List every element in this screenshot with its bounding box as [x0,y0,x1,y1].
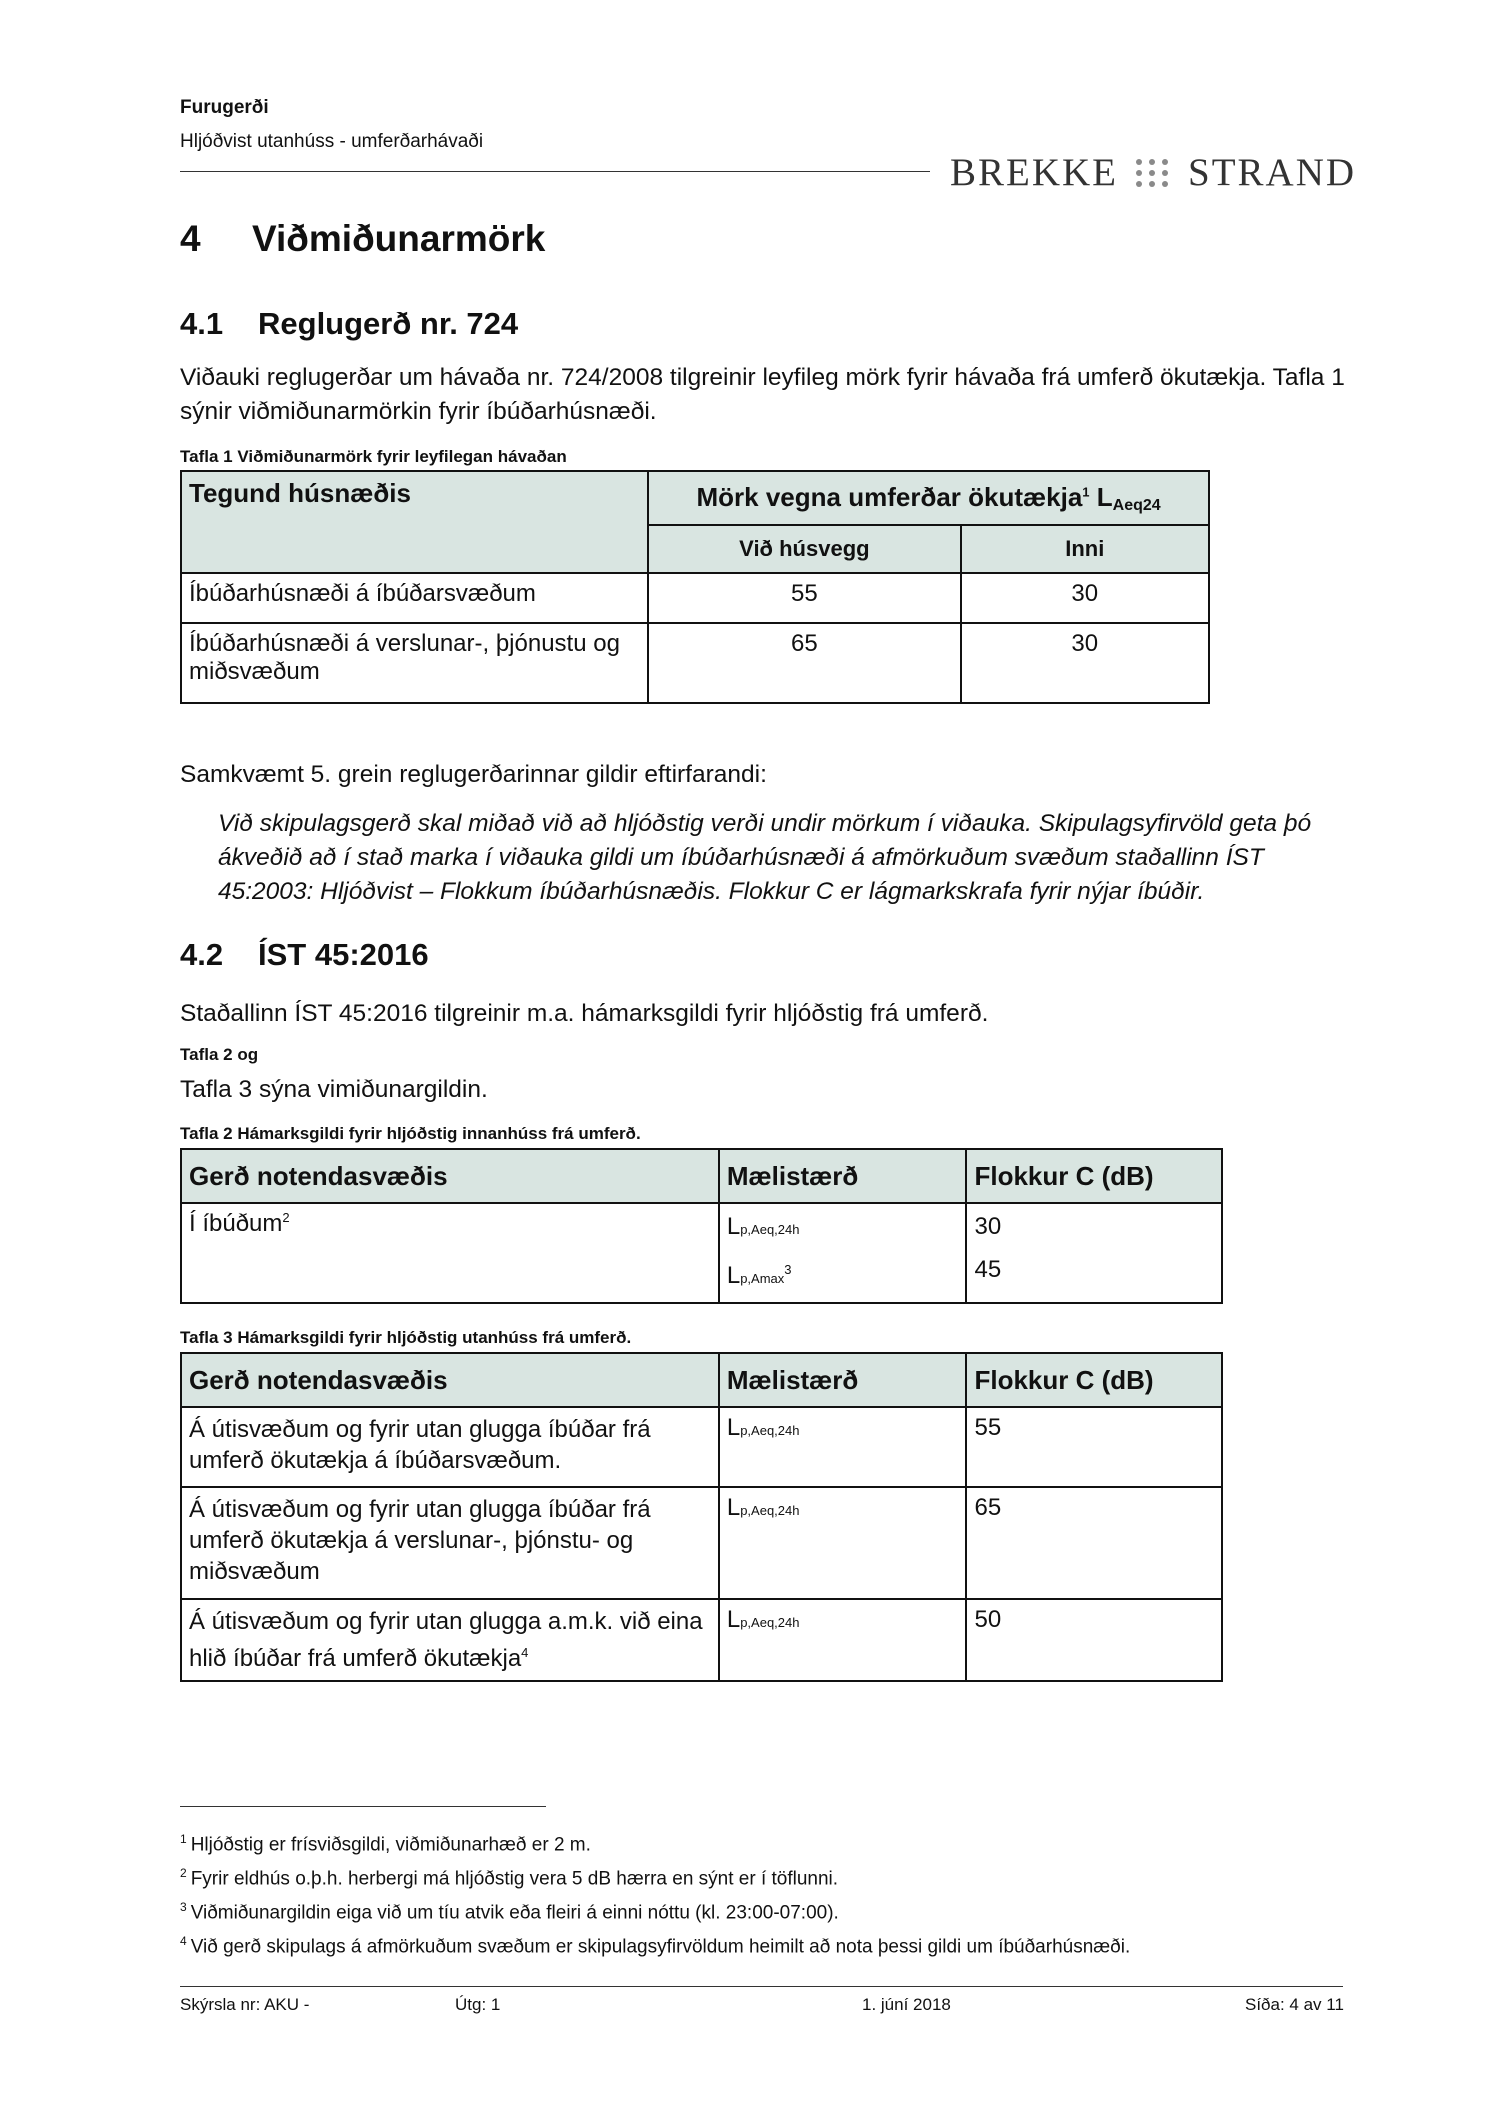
table-1-header-wall: Við húsvegg [648,525,960,573]
table-3-header-area: Gerð notendasvæðis [181,1353,719,1407]
footnote-text: Við gerð skipulags á afmörkuðum svæðum er skipulagsyfirvöldum heimilt að nota þessi gildi um íbúðarhúsnæði. [190,1936,1131,1958]
footnote-text: Hljóðstig er frísviðsgildi, viðmiðunarhæð er 2 m. [190,1834,591,1856]
footnote-2 [180,1866,838,1890]
table-1-cell-inside: 30 [961,623,1209,703]
table-3-caption: Tafla 3 Hámarksgildi fyrir hljóðstig utanhúss frá umferð. [180,1328,632,1347]
footer-edition: Útg: 1 [455,1995,501,2014]
table-1-header-limit-text: Mörk vegna umferðar ökutækja [696,481,1083,512]
section-4-1-paragraph: Viðauki reglugerðar um hávaða nr. 724/2008 tilgreinir leyfileg mörk fyrir hávaða frá umferð ökutækja. Tafla 1 sýnir viðmiðunarmörkin fyrir íbúðarhúsnæði. [180,364,1345,425]
table-3-cell-area [181,1599,719,1681]
footnote-number: 3 [180,1900,187,1914]
table-2-header-area: Gerð notendasvæðis [181,1149,719,1203]
table-row [181,1599,1222,1681]
table-1-header-limit-symbol: L [1096,481,1113,512]
footnote-rule [180,1806,546,1807]
table-1-header-limit-footnote: 1 [1082,483,1090,499]
table-3-measure-symbol: L [726,1494,741,1521]
section-4-2-paragraph-2: Tafla 3 sýna vimiðunargildin. [180,1076,488,1103]
table-row [181,1487,1222,1599]
section-4-1-heading [180,306,518,342]
table-2-measure-1-subscript: p,Aeq,24h [740,1222,800,1237]
table-1-header-type: Tegund húsnæðis [181,471,648,573]
table-3-area-footnote: 4 [521,1645,529,1660]
header-rule [180,171,930,172]
table-3-cell-class: 55 [966,1407,1222,1487]
table-row [181,623,1209,703]
section-4-heading [180,218,545,260]
table-2 [180,1148,1223,1304]
section-4-2-number: 4.2 [180,937,224,972]
table-2-cell-area [181,1203,719,1303]
table-3-area-text: Á útisvæðum og fyrir utan glugga a.m.k. við eina hlið íbúðar frá umferð ökutækja [189,1608,703,1672]
table-3-header-measure: Mælistærð [719,1353,967,1407]
table-2-measure-2-symbol: L [726,1262,741,1289]
regulation-quote: Við skipulagsgerð skal miðað við að hljóðstig verði undir mörkum í viðauka. Skipulagsyfirvöld geta þó ákveðið að í stað marka í viðauka gildi um íbúðarhúsnæði á afmörkuðum svæðum staðallinn ÍST 45:2003: Hljóðvist – Flokkum íbúðarhúsnæðis. Flokkur C er lágmarkskrafa fyrir nýjar íbúðir. [218,810,1312,905]
table-3-cell-measure [719,1407,967,1487]
footnote-number: 2 [180,1866,187,1880]
table-3-measure-subscript: p,Aeq,24h [740,1423,800,1438]
table-2-area-footnote: 2 [282,1210,290,1225]
section-4-number: 4 [180,218,201,259]
table-2-area-text: Í íbúðum [189,1210,283,1237]
table-2-caption: Tafla 2 Hámarksgildi fyrir hljóðstig innanhúss frá umferð. [180,1124,641,1143]
section-4-title: Viðmiðunarmörk [252,218,546,259]
table-2-value-2: 45 [974,1256,1002,1283]
table-1-cell-type: Íbúðarhúsnæði á verslunar-, þjónustu og miðsvæðum [181,623,648,703]
table-3-cell-measure [719,1599,967,1681]
logo-word-right: STRAND [1188,151,1357,194]
table-3-measure-symbol: L [726,1414,741,1441]
footnote-3 [180,1900,839,1924]
table-1-header-limit [648,471,1209,525]
section-4-1-number: 4.1 [180,306,224,341]
table-3-cell-class: 50 [966,1599,1222,1681]
table-1-cell-inside: 30 [961,573,1209,623]
table-1 [180,470,1210,704]
table-1-cell-wall: 55 [648,573,960,623]
table-2-measure-2-footnote: 3 [784,1262,792,1277]
table-3-measure-subscript: p,Aeq,24h [740,1615,800,1630]
logo-dots-icon [1136,157,1172,187]
table-row [181,1203,1222,1303]
table-3-cell-area: Á útisvæðum og fyrir utan glugga íbúðar frá umferð ökutækja á íbúðarsvæðum. [181,1407,719,1487]
footnote-text: Fyrir eldhús o.þ.h. herbergi má hljóðstig vera 5 dB hærra en sýnt er í töflunni. [190,1868,839,1890]
table-1-header-inside: Inni [961,525,1209,573]
table-3-measure-subscript: p,Aeq,24h [740,1503,800,1518]
footnote-1 [180,1832,591,1856]
footer-report-number: Skýrsla nr: AKU - [180,1995,310,2014]
table-row [181,573,1209,623]
table-3-measure-symbol: L [726,1606,741,1633]
table-1-cell-wall: 65 [648,623,960,703]
table-3-cell-measure [719,1487,967,1599]
section-4-2-title: ÍST 45:2016 [258,937,429,972]
footnote-number: 4 [180,1934,187,1948]
table-3-cell-area: Á útisvæðum og fyrir utan glugga íbúðar frá umferð ökutækja á verslunar-, þjónstu- og miðsvæðum [181,1487,719,1599]
table-2-cell-measure [719,1203,967,1303]
footnote-number: 1 [180,1832,187,1846]
table-3 [180,1352,1223,1682]
table-2-measure-1-symbol: L [726,1213,741,1240]
table-row [181,1407,1222,1487]
regulation-intro: Samkvæmt 5. grein reglugerðarinnar gildir eftirfarandi: [180,761,767,788]
header-title: Furugerði [180,97,269,118]
section-4-1-title: Reglugerð nr. 724 [258,306,519,341]
section-4-2-paragraph: Staðallinn ÍST 45:2016 tilgreinir m.a. hámarksgildi fyrir hljóðstig frá umferð. [180,1000,989,1027]
table-2-value-1: 30 [974,1213,1002,1240]
table-reference-link: Tafla 2 og [180,1045,259,1064]
table-2-header-measure: Mælistærð [719,1149,967,1203]
company-logo [950,150,1356,195]
table-1-cell-type: Íbúðarhúsnæði á íbúðarsvæðum [181,573,648,623]
logo-word-left: BREKKE [950,151,1118,194]
table-1-caption: Tafla 1 Viðmiðunarmörk fyrir leyfilegan hávaðan [180,447,567,466]
table-2-cell-class [966,1203,1222,1303]
footnote-text: Viðmiðunargildin eiga við um tíu atvik eða fleiri á einni nóttu (kl. 23:00-07:00). [190,1902,839,1924]
footer-page-number: Síða: 4 av 11 [1245,1995,1344,2014]
footer-rule [180,1986,1343,1987]
section-4-2-heading [180,937,429,973]
table-3-cell-class: 65 [966,1487,1222,1599]
table-1-header-limit-subscript: Aeq24 [1112,496,1161,514]
footnote-4 [180,1934,1130,1958]
header-subtitle: Hljóðvist utanhúss - umferðarhávaði [180,131,484,152]
footer-date: 1. júní 2018 [862,1995,951,2014]
table-3-header-class: Flokkur C (dB) [966,1353,1222,1407]
table-2-header-class: Flokkur C (dB) [966,1149,1222,1203]
table-2-measure-2-subscript: p,Amax [740,1271,785,1286]
